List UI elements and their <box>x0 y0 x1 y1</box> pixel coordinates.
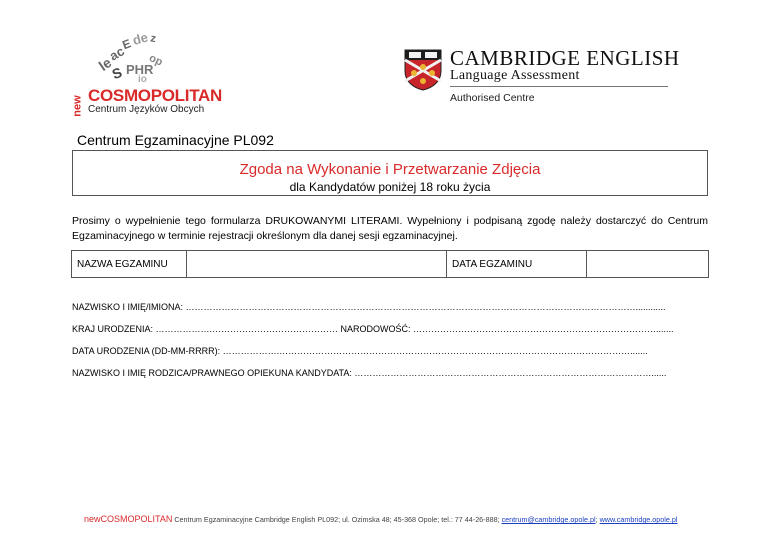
footer-brand: newCOSMOPOLITAN <box>84 514 173 524</box>
surname-line[interactable]: NAZWISKO I IMIĘ/IMIONA: ……………………………………………………………………………………………………………………………………............ <box>72 302 666 312</box>
exam-name-field[interactable] <box>187 251 447 277</box>
authorised-centre: Authorised Centre <box>450 92 535 104</box>
svg-text:de: de <box>131 29 150 48</box>
graffiti-letters-icon <box>95 28 170 85</box>
nationality-field[interactable]: NARODOWOŚĆ: ………………………………………………………………………....... <box>340 324 674 334</box>
birth-date-line[interactable]: DATA URODZENIA (DD-MM-RRRR): ……………….………………………………………………………………………………………………………....... <box>72 346 648 356</box>
cambridge-title: CAMBRIDGE ENGLISH <box>450 46 680 70</box>
footer: newCOSMOPOLITAN Centrum Egzaminacyjne Cambridge English PL092; ul. Ozimska 48; 45-368 Opole; tel.: 77 44-26-888; centrum@cambridge.opole.pl; www.cambridge.opole.pl <box>84 514 678 524</box>
birth-country-field[interactable]: KRAJ URODZENIA: ……………….…………………………………… <box>72 324 339 334</box>
intro-text: Prosimy o wypełnienie tego formularza DRUKOWANYMI LITERAMI. Wypełniony i podpisaną zgodę należy dostarczyć do Centrum Egzaminacyjnego w terminie rejestracji określonym dla danej sesji egzaminacyjnej. <box>72 215 708 242</box>
center-name: Centrum Egzaminacyjne PL092 <box>77 132 274 148</box>
svg-text:io: io <box>138 74 147 85</box>
exam-date-field[interactable] <box>587 251 708 277</box>
exam-table <box>71 250 709 278</box>
svg-text:op: op <box>147 52 165 69</box>
form-title-box <box>72 150 708 196</box>
footer-website-link[interactable]: www.cambridge.opole.pl <box>599 515 678 524</box>
logo-new-label: new <box>71 95 84 117</box>
logo-brand: COSMOPOLITAN <box>88 86 222 105</box>
svg-text:ac: ac <box>106 43 127 64</box>
cambridge-subtitle: Language Assessment <box>450 68 580 83</box>
svg-text:E: E <box>120 36 133 53</box>
svg-text:S: S <box>109 63 125 83</box>
footer-email-link[interactable]: centrum@cambridge.opole.pl <box>501 515 596 524</box>
svg-text:le: le <box>95 54 115 74</box>
svg-text:z: z <box>149 32 158 46</box>
cambridge-shield-icon <box>404 49 442 91</box>
exam-date-input[interactable] <box>592 251 712 279</box>
logo-subtitle: Centrum Języków Obcych <box>88 104 205 115</box>
footer-text: Centrum Egzaminacyjne Cambridge English PL092; ul. Ozimska 48; 45-368 Opole; tel.: 77 44-26-888; <box>172 515 502 524</box>
exam-name-input[interactable] <box>192 251 450 279</box>
birth-country-nationality-line[interactable] <box>72 324 708 334</box>
form-subtitle: dla Kandydatów poniżej 18 roku życia <box>289 180 491 194</box>
divider <box>450 86 668 87</box>
exam-name-label: NAZWA EGZAMINU <box>72 251 187 277</box>
form-title: Zgoda na Wykonanie i Przetwarzanie Zdjęcia <box>239 161 541 178</box>
exam-date-label: DATA EGZAMINU <box>447 251 587 277</box>
svg-text:PHR: PHR <box>126 62 154 77</box>
guardian-line[interactable]: NAZWISKO I IMIĘ RODZICA/PRAWNEGO OPIEKUNA KANDYDATA: ………………………………………………………………………………………...... <box>72 368 667 378</box>
